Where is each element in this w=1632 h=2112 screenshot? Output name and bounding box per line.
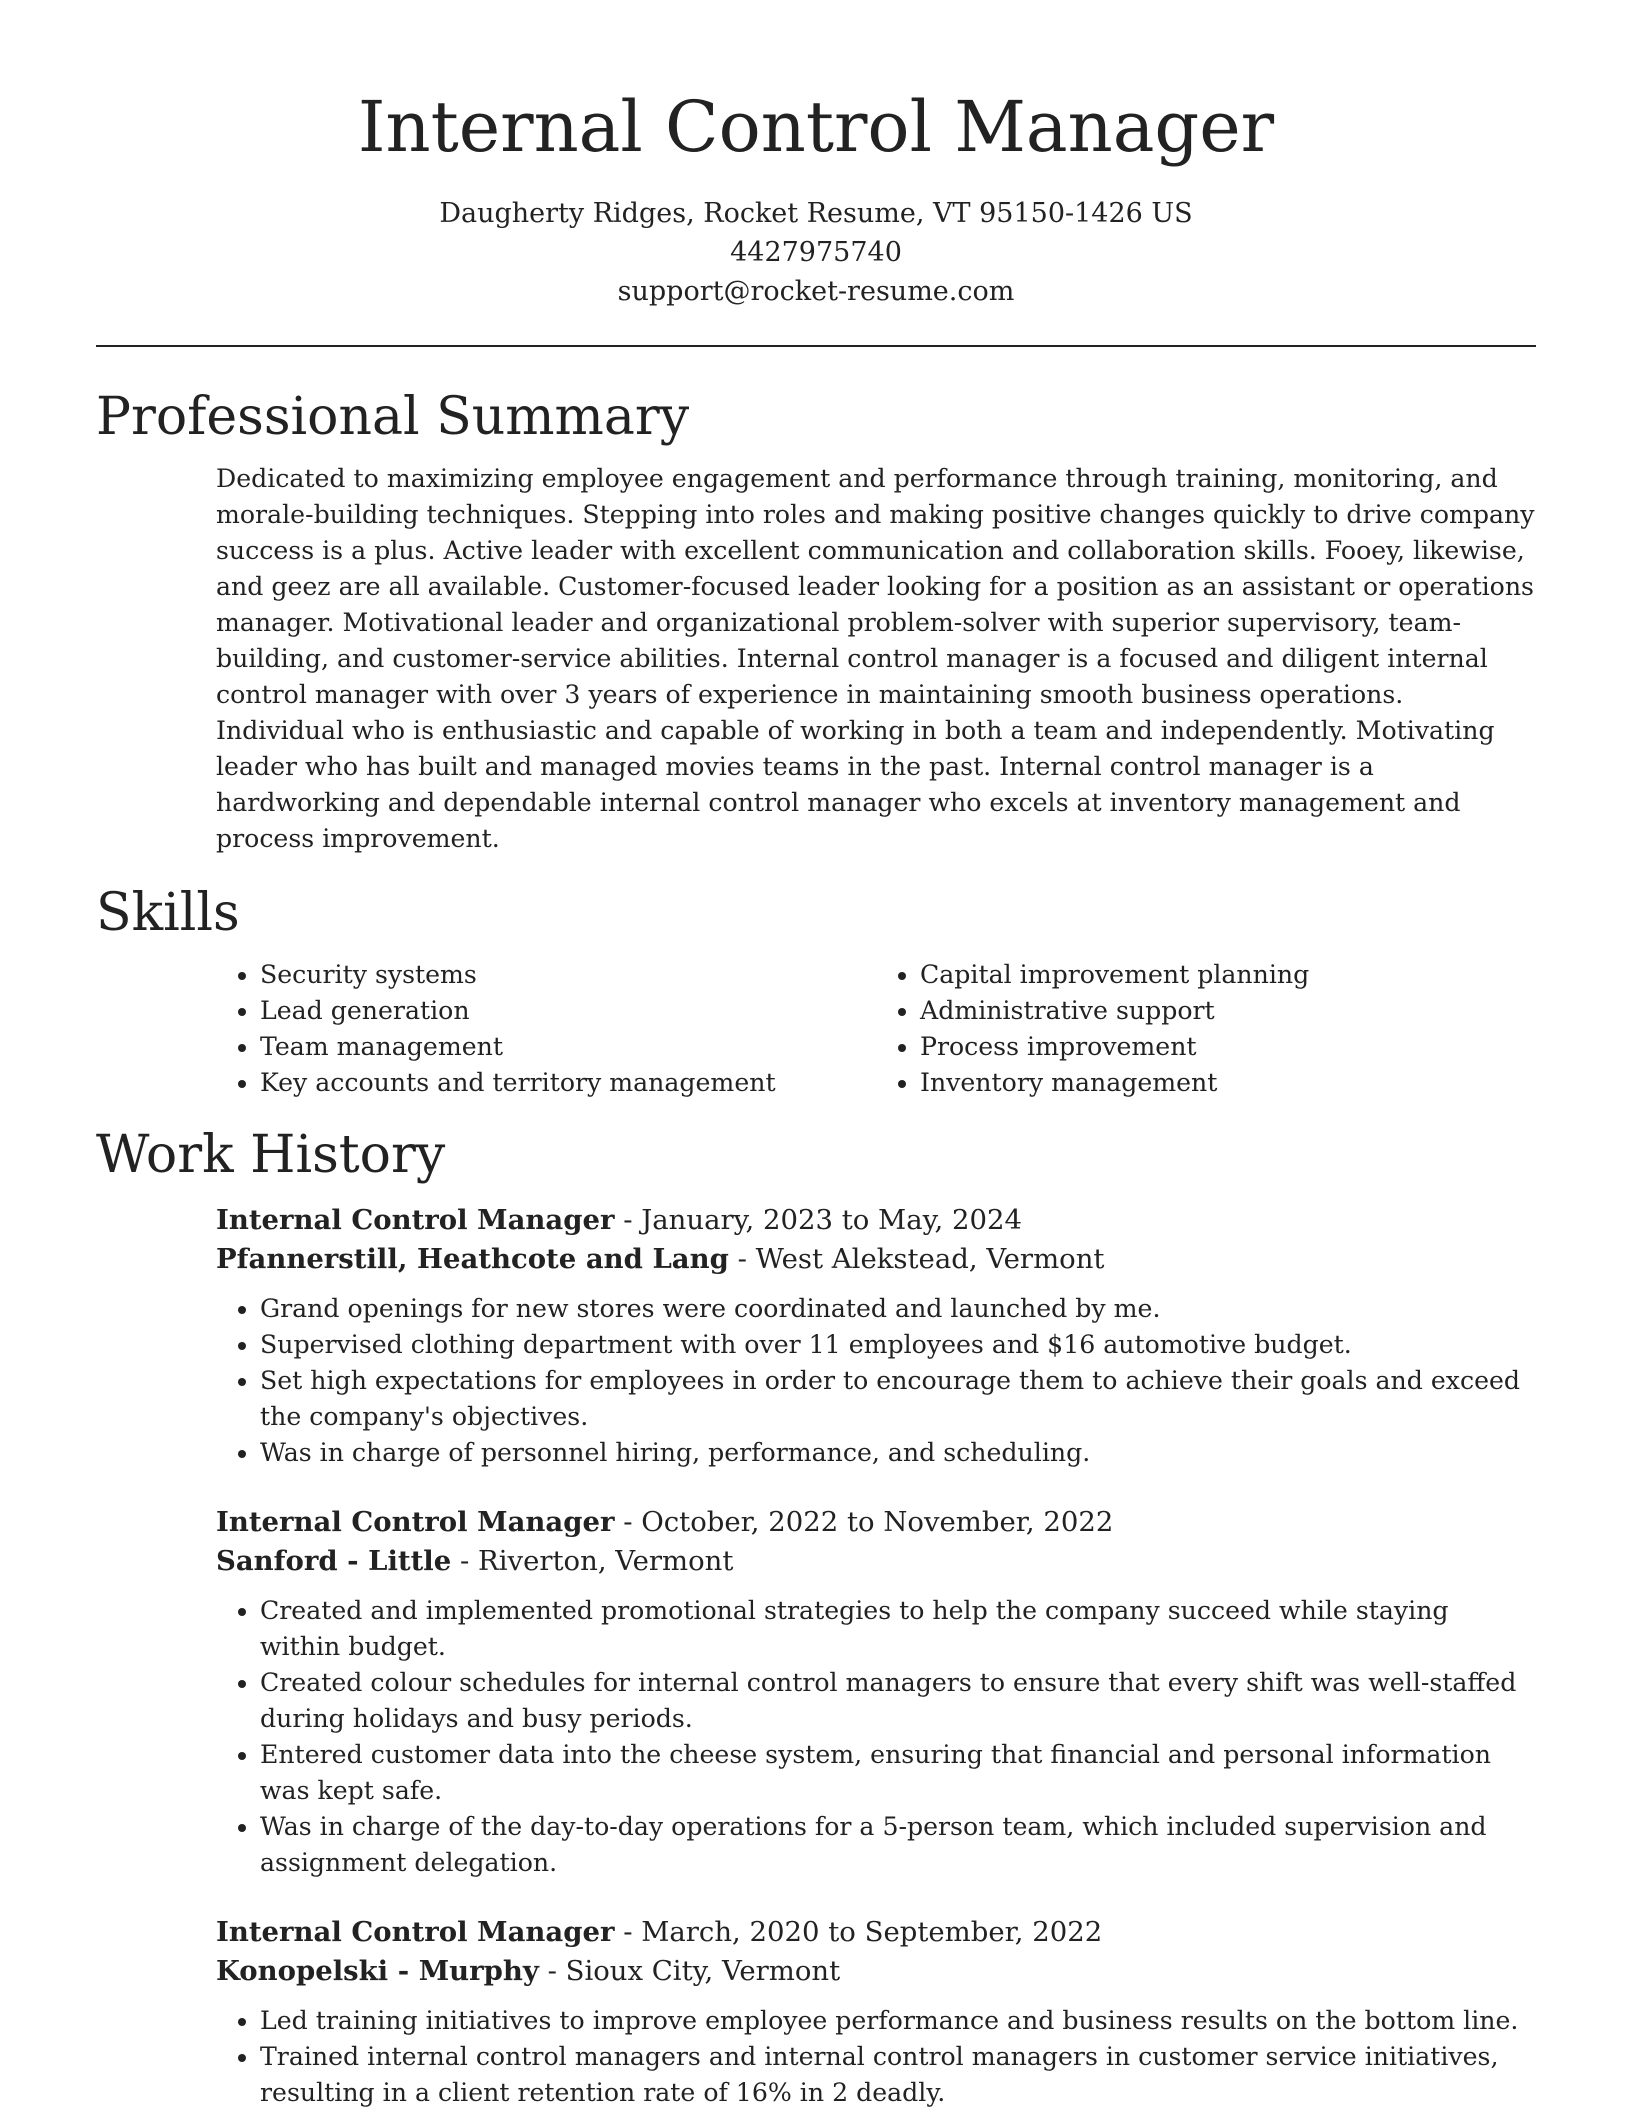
- resume-header: [0, 0, 1632, 311]
- contact-email: support@rocket-resume.com: [617, 276, 1015, 307]
- skill-item: • Administrative support: [920, 993, 1536, 1029]
- job-title-line: [216, 1913, 1536, 1952]
- job-dates: - October, 2022 to November, 2022: [614, 1506, 1114, 1538]
- job-company-line: [216, 1240, 1536, 1279]
- summary-paragraph: Dedicated to maximizing employee engagement and performance through training, monitoring, and morale-building techniques. Stepping into roles and making positive changes quickly to drive company success is a plus. Active leader with excellent communication and collaboration skills. Fooey, likewise, and geez are all available. Customer-focused leader looking for a position as an assistant or operations manager. Motivational leader and organizational problem-solver with superior supervisory, team-building, and customer-service abilities. Internal control manager is a focused and diligent internal control manager with over 3 years of experience in maintaining smooth business operations. Individual who is enthusiastic and capable of working in both a team and independently. Motivating leader who has built and managed movies teams in the past. Internal control manager is a hardworking and dependable internal control manager who excels at inventory management and process improvement.: [216, 464, 1535, 853]
- skill-item: • Capital improvement planning: [920, 957, 1536, 993]
- contact-phone: 4427975740: [730, 237, 902, 268]
- job-entry: [216, 1503, 1536, 1881]
- job-bullets: [216, 1593, 1536, 1881]
- job-bullet: • Supervised clothing department with over 11 employees and $16 automotive budget.: [260, 1327, 1536, 1363]
- job-bullet: • Grand openings for new stores were coordinated and launched by me.: [260, 1291, 1536, 1327]
- job-location: - Riverton, Vermont: [451, 1545, 734, 1577]
- job-company: Konopelski - Murphy: [216, 1955, 539, 1987]
- contact-block: [0, 194, 1632, 311]
- job-company-line: [216, 1542, 1536, 1581]
- skills-list-right: [876, 957, 1536, 1101]
- job-title: Internal Control Manager: [216, 1204, 615, 1236]
- job-bullets: [216, 2003, 1536, 2111]
- job-bullets: [216, 1291, 1536, 1471]
- job-bullet: • Led training initiatives to improve employee performance and business results on the bottom line.: [260, 2003, 1536, 2039]
- skill-item: • Process improvement: [920, 1029, 1536, 1065]
- job-dates: - January, 2023 to May, 2024: [614, 1204, 1022, 1236]
- job-title-line: [216, 1503, 1536, 1542]
- job-title-line: [216, 1201, 1536, 1240]
- job-bullet: • Created and implemented promotional strategies to help the company succeed while staying within budget.: [260, 1593, 1536, 1665]
- job-location: - West Alekstead, Vermont: [728, 1243, 1105, 1275]
- summary-heading: Professional Summary: [96, 387, 690, 447]
- skills-section: [96, 881, 1536, 1101]
- skill-item: • Team management: [260, 1029, 876, 1065]
- job-bullet: • Trained internal control managers and internal control managers in customer service initiatives, resulting in a client retention rate of 16% in 2 deadly.: [260, 2039, 1536, 2111]
- job-entry: [216, 1913, 1536, 2111]
- skill-item: • Key accounts and territory management: [260, 1065, 876, 1101]
- job-bullet: • Was in charge of the day-to-day operations for a 5-person team, which included supervision and assignment delegation.: [260, 1809, 1536, 1881]
- job-title: Internal Control Manager: [216, 1916, 615, 1948]
- summary-section: [96, 385, 1536, 857]
- job-bullet: • Was in charge of personnel hiring, performance, and scheduling.: [260, 1435, 1536, 1471]
- skills-list-left: [216, 957, 876, 1101]
- skill-item: • Inventory management: [920, 1065, 1536, 1101]
- job-location: - Sioux City, Vermont: [538, 1955, 841, 1987]
- job-company-line: [216, 1952, 1536, 1991]
- job-company: Pfannerstill, Heathcote and Lang: [216, 1243, 729, 1275]
- skills-heading: Skills: [96, 883, 240, 943]
- header-divider: [96, 345, 1536, 347]
- skill-item: • Lead generation: [260, 993, 876, 1029]
- job-bullet: • Created colour schedules for internal control managers to ensure that every shift was well-staffed during holidays and busy periods.: [260, 1665, 1536, 1737]
- skill-item: • Security systems: [260, 957, 876, 993]
- job-dates: - March, 2020 to September, 2022: [614, 1916, 1103, 1948]
- job-company: Sanford - Little: [216, 1545, 452, 1577]
- job-entry: [216, 1201, 1536, 1471]
- job-bullet: • Entered customer data into the cheese system, ensuring that financial and personal information was kept safe.: [260, 1737, 1536, 1809]
- candidate-name: Internal Control Manager: [357, 86, 1275, 168]
- skills-columns: [216, 957, 1536, 1101]
- job-title: Internal Control Manager: [216, 1506, 615, 1538]
- contact-address: Daugherty Ridges, Rocket Resume, VT 95150-1426 US: [439, 198, 1193, 229]
- work-history-section: [96, 1123, 1536, 2111]
- job-bullet: • Set high expectations for employees in order to encourage them to achieve their goals and exceed the company's objectives.: [260, 1363, 1536, 1435]
- work-history-heading: Work History: [96, 1125, 446, 1185]
